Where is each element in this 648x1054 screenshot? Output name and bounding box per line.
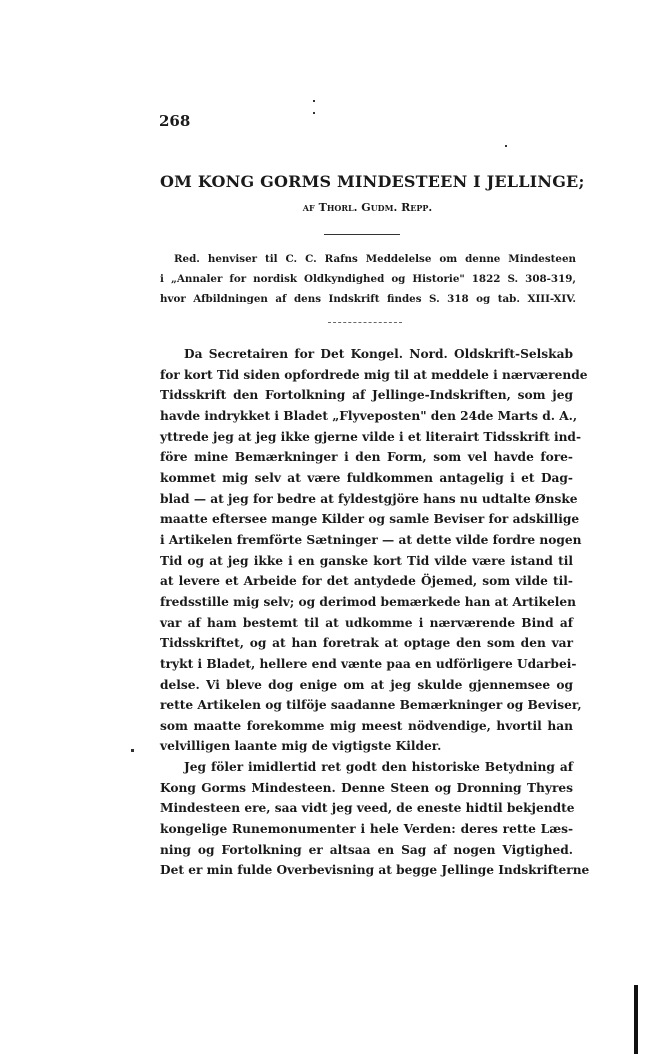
body-line: Mindesteen ere, saa vidt jeg veed, de eneste hidtil bekjendte	[160, 801, 575, 816]
article-body	[160, 344, 590, 881]
body-line: velvilligen laante mig de vigtigste Kilder.	[160, 739, 442, 754]
editor-note	[160, 249, 576, 309]
byline	[160, 201, 575, 214]
title-rule	[324, 234, 400, 235]
body-line: Tidsskrift den Fortolkning af Jellinge-Indskriften, som jeg	[160, 388, 573, 403]
body-line: i Artikelen fremförte Sætninger — at dette vilde fordre nogen	[160, 532, 582, 547]
byline-prefix: AF	[302, 203, 315, 213]
body-line: Jeg föler imidlertid ret godt den historiske Betydning af	[184, 760, 573, 775]
body-line: före mine Bemærkninger i den Form, som vel havde fore-	[160, 450, 573, 465]
body-line: Tid og at jeg ikke i en ganske kort Tid vilde være istand til	[160, 553, 573, 568]
body-line: fredsstille mig selv; og derimod bemærkede han at Artikelen	[160, 594, 576, 609]
body-line: Kong Gorms Mindesteen. Denne Steen og Dronning Thyres	[160, 780, 573, 795]
body-line: yttrede jeg at jeg ikke gjerne vilde i et literairt Tidsskrift ind-	[160, 429, 582, 444]
stray-mark	[313, 100, 315, 102]
body-line: blad — at jeg for bedre at fyldestgjöre hans nu udtalte Ønske	[160, 491, 578, 506]
byline-author: Thorl. Gudm. Repp.	[318, 201, 433, 214]
body-line: at levere et Arbeide for det antydede Öjemed, som vilde til-	[160, 574, 573, 589]
stray-mark	[131, 749, 134, 752]
article-title: OM KONG GORMS MINDESTEEN I JELLINGE;	[160, 172, 585, 191]
body-line: var af ham bestemt til at udkomme i nærværende Bind af	[160, 615, 573, 630]
body-line: delse. Vi bleve dog enige om at jeg skulde gjennemsee og	[160, 677, 573, 692]
body-line: Det er min fulde Overbevisning at begge Jellinge Indskrifterne	[160, 863, 590, 878]
body-line: for kort Tid siden opfordrede mig til at meddele i nærværende	[160, 367, 588, 382]
body-line: ning og Fortolkning er altsaa en Sag af nogen Vigtighed.	[160, 842, 573, 857]
page-edge-shadow	[634, 985, 638, 1054]
stray-mark	[505, 145, 507, 147]
stray-mark	[313, 112, 315, 114]
body-line: maatte eftersee mange Kilder og samle Beviser for adskillige	[160, 512, 580, 527]
body-line: kongelige Runemonumenter i hele Verden: deres rette Læs-	[160, 822, 573, 837]
body-line: som maatte forekomme mig meest nödvendige, hvortil han	[160, 718, 573, 733]
body-line: rette Artikelen og tilföje saadanne Bemærkninger og Beviser,	[160, 698, 582, 713]
page-number: 268	[159, 112, 191, 130]
section-divider	[328, 322, 402, 323]
body-line: havde indrykket i Bladet „Flyveposten" den 24de Marts d. A.,	[160, 408, 578, 423]
body-line: trykt i Bladet, hellere end vænte paa en udförligere Udarbei-	[160, 656, 577, 671]
editor-note-line: hvor Afbildningen af dens Indskrift findes S. 318 og tab. XIII-XIV.	[160, 293, 576, 305]
body-line: Da Secretairen for Det Kongel. Nord. Oldskrift-Selskab	[184, 347, 573, 361]
body-line: kommet mig selv at være fuldkommen antagelig i et Dag-	[160, 470, 573, 485]
body-line: Tidsskriftet, og at han foretrak at optage den som den var	[160, 636, 573, 651]
editor-note-line: i „Annaler for nordisk Oldkyndighed og Historie" 1822 S. 308-319,	[160, 273, 576, 285]
editor-note-line: Red. henviser til C. C. Rafns Meddelelse om denne Mindesteen	[174, 253, 576, 265]
